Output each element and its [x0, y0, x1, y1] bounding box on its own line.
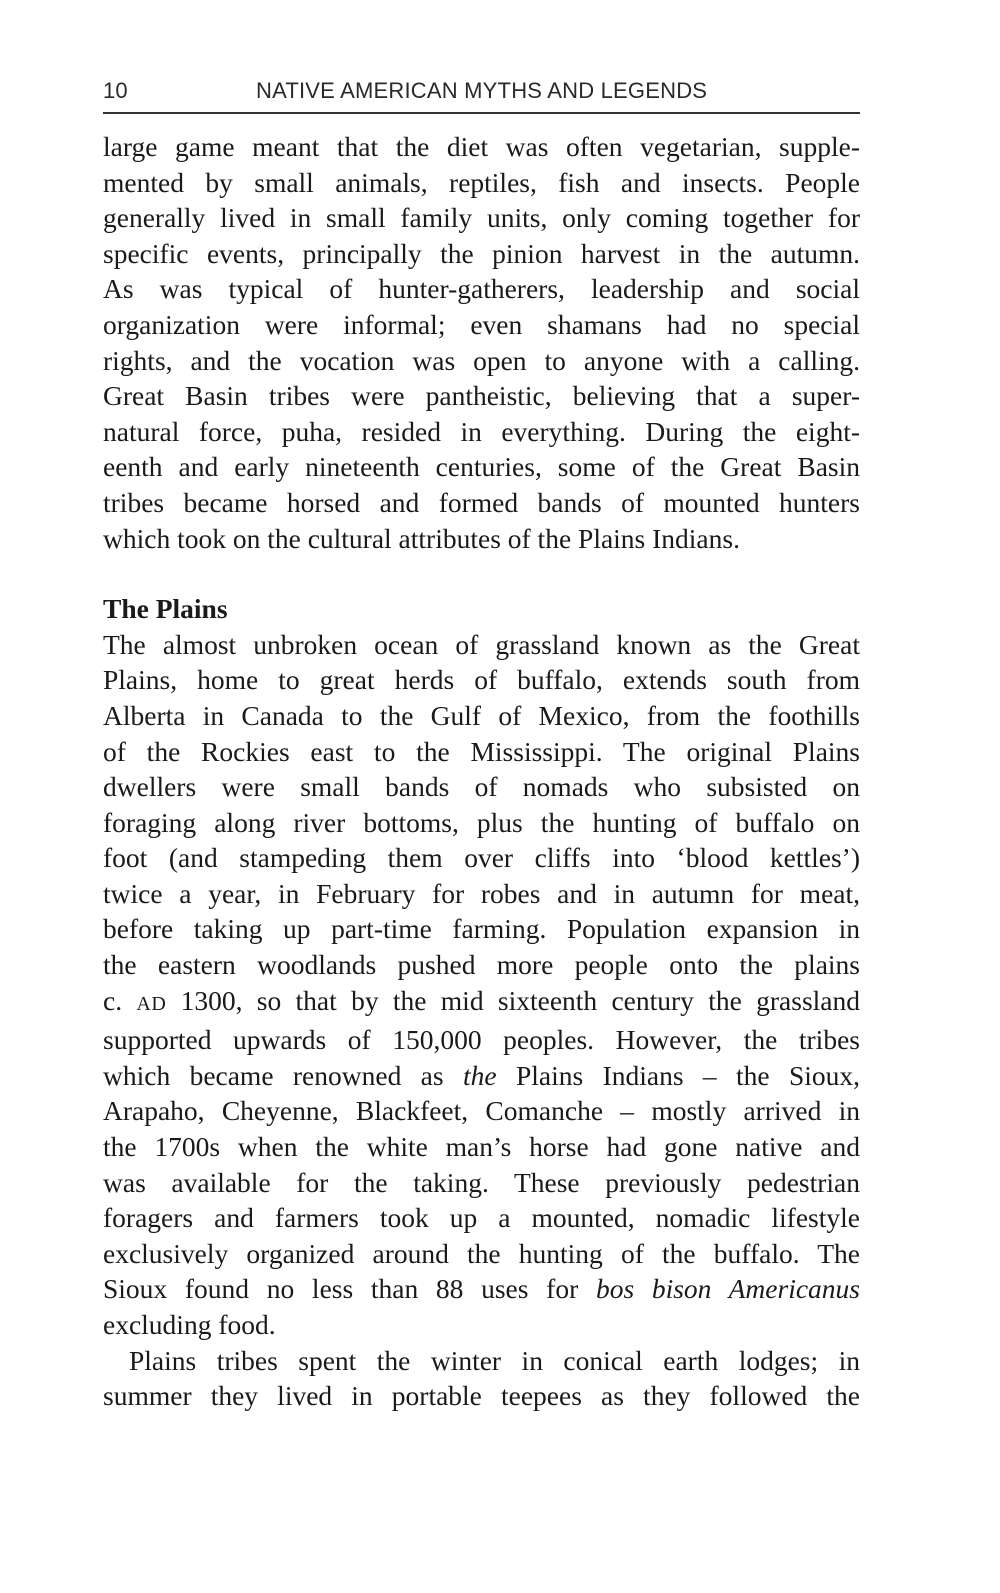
text-line: tribes became horsed and formed bands of mounted hunters	[103, 486, 860, 518]
text-line: before taking up part-time farming. Population expansion in	[103, 913, 860, 945]
text-line: foraging along river bottoms, plus the hunting of buffalo on	[103, 806, 860, 838]
text-line: specific events, principally the pinion harvest in the autumn.	[103, 237, 860, 269]
text-line: organization were informal; even shamans had no special	[103, 308, 860, 340]
paragraph-plains	[103, 627, 860, 1343]
text-line: As was typical of hunter-gatherers, leadership and social	[103, 273, 860, 305]
text-line: summer they lived in portable teepees as they followed the	[103, 1380, 860, 1412]
text-line: supported upwards of 150,000 peoples. However, the tribes	[103, 1024, 860, 1056]
italic-the: the	[462, 1059, 497, 1091]
book-title: NATIVE AMERICAN MYTHS AND LEGENDS	[256, 78, 708, 103]
text-line: which took on the cultural attributes of the Plains Indians.	[103, 522, 740, 554]
text-line: Plains, home to great herds of buffalo, extends south from	[103, 664, 860, 696]
text-line: the 1700s when the white man’s horse had gone native and	[103, 1131, 860, 1163]
text-line: dwellers were small bands of nomads who subsisted on	[103, 771, 860, 803]
body-text	[103, 129, 860, 1414]
text-line	[103, 1058, 860, 1094]
paragraph-plains-tribes	[103, 1343, 860, 1414]
book-page	[103, 72, 860, 1414]
text-line: twice a year, in February for robes and in autumn for meat,	[103, 877, 860, 909]
text-line	[103, 983, 860, 1023]
text-line: Alberta in Canada to the Gulf of Mexico, from the foothills	[103, 699, 860, 731]
text-line: large game meant that the diet was often vegetarian, supple-	[103, 131, 860, 162]
era-small-caps: AD	[136, 992, 167, 1015]
italic-species-name: bos bison Americanus	[595, 1273, 860, 1305]
text-line: mented by small animals, reptiles, fish and insects. People	[103, 166, 860, 198]
text-line: eenth and early nineteenth centuries, some of the Great Basin	[103, 451, 860, 483]
text-line: was available for the taking. These previously pedestrian	[103, 1166, 860, 1198]
text-line: the eastern woodlands pushed more people onto the plains	[103, 949, 860, 981]
page-number: 10	[103, 78, 128, 103]
text-fragment: 1300, so that by the mid sixteenth century the grassland	[180, 984, 861, 1016]
text-line: Great Basin tribes were pantheistic, believing that a super-	[103, 380, 860, 412]
text-line	[103, 1271, 860, 1307]
text-line: exclusively organized around the hunting of the buffalo. The	[103, 1237, 860, 1269]
text-line: of the Rockies east to the Mississippi. The original Plains	[103, 735, 860, 767]
section-heading: The Plains	[103, 593, 228, 625]
text-line: Arapaho, Cheyenne, Blackfeet, Comanche – mostly arrived in	[103, 1095, 860, 1127]
text-fragment: Plains Indians – the Sioux,	[515, 1059, 861, 1091]
text-fragment: Sioux found no less than 88 uses for	[103, 1273, 579, 1305]
text-line: generally lived in small family units, only coming together for	[103, 202, 860, 234]
text-line: natural force, puha, resided in everything. During the eight-	[103, 415, 860, 447]
text-line: The almost unbroken ocean of grassland known as the Great	[103, 628, 860, 660]
text-line: rights, and the vocation was open to anyone with a calling.	[103, 344, 860, 376]
paragraph-great-basin	[103, 129, 860, 556]
text-fragment: which became renowned as	[103, 1059, 444, 1091]
text-line: foragers and farmers took up a mounted, nomadic lifestyle	[103, 1202, 860, 1234]
text-line: excluding food.	[103, 1309, 276, 1340]
text-line: foot (and stampeding them over cliffs into ‘blood kettles’)	[103, 842, 860, 874]
running-head	[103, 72, 860, 114]
text-line: Plains tribes spent the winter in conical earth lodges; in	[129, 1344, 860, 1376]
circa-abbrev: c.	[103, 984, 123, 1016]
